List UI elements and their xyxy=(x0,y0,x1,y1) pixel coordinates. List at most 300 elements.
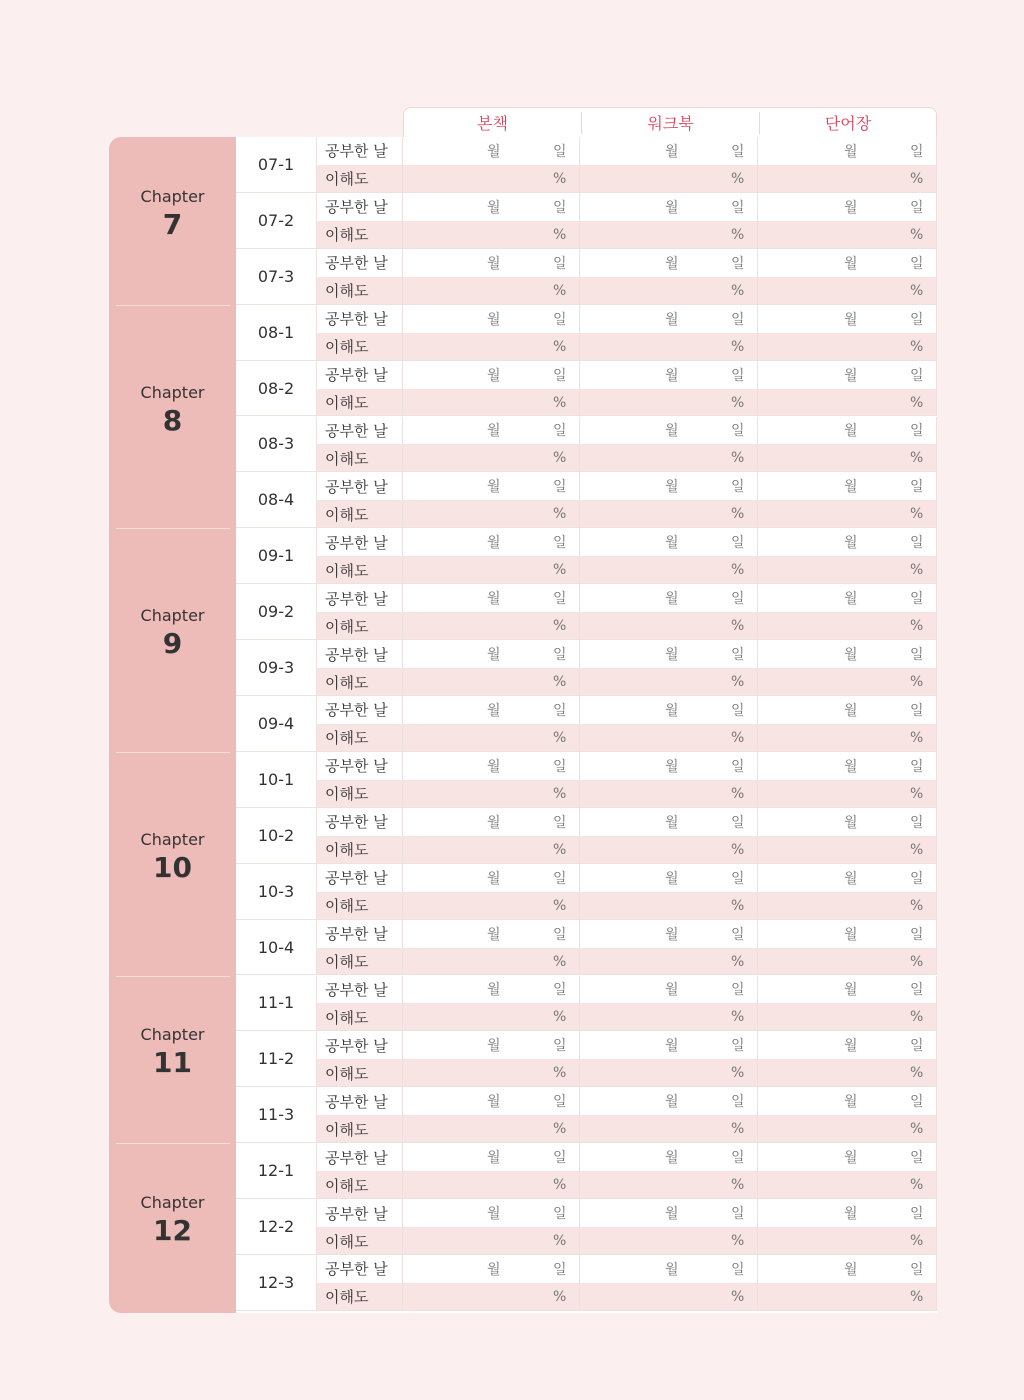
understanding-field[interactable] xyxy=(580,1059,758,1087)
study-date-field[interactable] xyxy=(403,472,580,500)
month-unit: 월 xyxy=(487,870,501,887)
month-unit: 월 xyxy=(487,758,501,775)
understanding-row xyxy=(317,780,937,808)
month-unit: 월 xyxy=(487,702,501,719)
month-unit: 월 xyxy=(665,1094,679,1111)
percent-unit: % xyxy=(910,1288,924,1305)
understanding-field[interactable] xyxy=(403,948,580,976)
understanding-field[interactable] xyxy=(403,444,580,472)
percent-unit: % xyxy=(731,226,745,243)
study-date-row xyxy=(317,920,937,948)
understanding-field[interactable] xyxy=(758,500,937,528)
understanding-field[interactable] xyxy=(580,668,758,696)
percent-unit: % xyxy=(553,506,567,523)
understanding-label: 이해도 xyxy=(317,221,403,249)
month-unit: 월 xyxy=(665,143,679,160)
percent-unit: % xyxy=(731,170,745,187)
percent-unit: % xyxy=(731,1177,745,1194)
understanding-label: 이해도 xyxy=(317,1003,403,1031)
study-date-field[interactable] xyxy=(758,417,937,445)
section-block xyxy=(236,417,937,473)
month-unit: 월 xyxy=(487,647,501,664)
section-number: 12-1 xyxy=(236,1143,317,1199)
month-unit: 월 xyxy=(844,1261,858,1278)
percent-unit: % xyxy=(553,729,567,746)
study-date-field[interactable] xyxy=(403,808,580,836)
day-unit: 일 xyxy=(910,1038,924,1055)
month-unit: 월 xyxy=(665,982,679,999)
understanding-label: 이해도 xyxy=(317,612,403,640)
study-date-field[interactable] xyxy=(580,472,758,500)
study-date-field[interactable] xyxy=(580,417,758,445)
month-unit: 월 xyxy=(487,311,501,328)
percent-unit: % xyxy=(910,953,924,970)
study-date-field[interactable] xyxy=(403,976,580,1004)
percent-unit: % xyxy=(731,897,745,914)
month-unit: 월 xyxy=(665,535,679,552)
study-record-table xyxy=(236,137,937,1313)
study-date-row xyxy=(317,417,937,445)
understanding-field[interactable] xyxy=(758,892,937,920)
understanding-field[interactable] xyxy=(758,1003,937,1031)
understanding-field[interactable] xyxy=(758,948,937,976)
study-date-field[interactable] xyxy=(758,696,937,724)
study-date-field[interactable] xyxy=(403,1255,580,1283)
study-date-row xyxy=(317,305,937,333)
day-unit: 일 xyxy=(731,647,745,664)
column-header xyxy=(403,107,937,138)
understanding-field[interactable] xyxy=(758,668,937,696)
chapter-word: Chapter xyxy=(140,382,205,402)
understanding-field[interactable] xyxy=(403,1227,580,1255)
understanding-row xyxy=(317,948,937,976)
understanding-field[interactable] xyxy=(580,1115,758,1143)
section-number: 12-3 xyxy=(236,1255,317,1311)
study-date-field[interactable] xyxy=(580,640,758,668)
study-date-field[interactable] xyxy=(758,137,937,165)
understanding-field[interactable] xyxy=(758,277,937,305)
month-unit: 월 xyxy=(665,814,679,831)
study-date-field[interactable] xyxy=(580,1255,758,1283)
understanding-field[interactable] xyxy=(758,1171,937,1199)
study-date-row xyxy=(317,1031,937,1059)
section-block xyxy=(236,1143,937,1199)
study-date-field[interactable] xyxy=(758,584,937,612)
study-date-field[interactable] xyxy=(403,1087,580,1115)
study-date-label: 공부한 날 xyxy=(317,1031,403,1059)
section-number: 11-3 xyxy=(236,1087,317,1143)
study-date-field[interactable] xyxy=(403,864,580,892)
understanding-row xyxy=(317,1283,937,1311)
understanding-field[interactable] xyxy=(580,724,758,752)
month-unit: 월 xyxy=(844,199,858,216)
month-unit: 월 xyxy=(665,591,679,608)
chapter-number: 11 xyxy=(153,1046,192,1080)
understanding-field[interactable] xyxy=(403,1283,580,1311)
study-date-field[interactable] xyxy=(403,584,580,612)
study-date-label: 공부한 날 xyxy=(317,976,403,1004)
day-unit: 일 xyxy=(731,1206,745,1223)
understanding-field[interactable] xyxy=(580,277,758,305)
understanding-field[interactable] xyxy=(580,1283,758,1311)
percent-unit: % xyxy=(553,282,567,299)
study-date-row xyxy=(317,1143,937,1171)
study-date-label: 공부한 날 xyxy=(317,361,403,389)
study-date-field[interactable] xyxy=(758,472,937,500)
day-unit: 일 xyxy=(910,926,924,943)
study-date-field[interactable] xyxy=(403,193,580,221)
understanding-field[interactable] xyxy=(403,221,580,249)
percent-unit: % xyxy=(910,1177,924,1194)
column-header-workbook: 워크북 xyxy=(647,114,694,133)
month-unit: 월 xyxy=(665,423,679,440)
percent-unit: % xyxy=(553,226,567,243)
study-date-field[interactable] xyxy=(758,1255,937,1283)
study-date-field[interactable] xyxy=(758,193,937,221)
study-date-row xyxy=(317,193,937,221)
study-date-field[interactable] xyxy=(580,528,758,556)
month-unit: 월 xyxy=(844,255,858,272)
understanding-field[interactable] xyxy=(403,277,580,305)
day-unit: 일 xyxy=(553,870,567,887)
month-unit: 월 xyxy=(487,1038,501,1055)
study-date-field[interactable] xyxy=(758,1199,937,1227)
day-unit: 일 xyxy=(731,1094,745,1111)
percent-unit: % xyxy=(553,394,567,411)
percent-unit: % xyxy=(731,562,745,579)
month-unit: 월 xyxy=(844,1094,858,1111)
section-block xyxy=(236,976,937,1032)
study-date-field[interactable] xyxy=(758,305,937,333)
study-date-field[interactable] xyxy=(580,193,758,221)
understanding-field[interactable] xyxy=(403,1003,580,1031)
study-date-field[interactable] xyxy=(758,752,937,780)
study-date-field[interactable] xyxy=(758,640,937,668)
day-unit: 일 xyxy=(731,1150,745,1167)
percent-unit: % xyxy=(553,170,567,187)
understanding-field[interactable] xyxy=(580,836,758,864)
understanding-row xyxy=(317,668,937,696)
percent-unit: % xyxy=(910,170,924,187)
understanding-field[interactable] xyxy=(403,556,580,584)
section-block xyxy=(236,808,937,864)
understanding-field[interactable] xyxy=(580,1171,758,1199)
understanding-field[interactable] xyxy=(758,165,937,193)
understanding-field[interactable] xyxy=(580,221,758,249)
understanding-field[interactable] xyxy=(758,1115,937,1143)
month-unit: 월 xyxy=(487,367,501,384)
understanding-row xyxy=(317,1115,937,1143)
percent-unit: % xyxy=(731,1121,745,1138)
study-date-field[interactable] xyxy=(580,1143,758,1171)
day-unit: 일 xyxy=(731,199,745,216)
day-unit: 일 xyxy=(553,758,567,775)
study-date-field[interactable] xyxy=(580,1199,758,1227)
understanding-label: 이해도 xyxy=(317,1227,403,1255)
month-unit: 월 xyxy=(487,814,501,831)
day-unit: 일 xyxy=(553,479,567,496)
understanding-field[interactable] xyxy=(580,1227,758,1255)
day-unit: 일 xyxy=(731,702,745,719)
percent-unit: % xyxy=(910,506,924,523)
understanding-field[interactable] xyxy=(758,1227,937,1255)
study-date-field[interactable] xyxy=(758,361,937,389)
study-date-field[interactable] xyxy=(403,305,580,333)
chapter-word: Chapter xyxy=(140,1193,205,1213)
understanding-label: 이해도 xyxy=(317,1115,403,1143)
study-date-field[interactable] xyxy=(403,528,580,556)
section-number: 10-2 xyxy=(236,808,317,864)
day-unit: 일 xyxy=(910,199,924,216)
study-date-field[interactable] xyxy=(758,1087,937,1115)
percent-unit: % xyxy=(910,226,924,243)
study-date-field[interactable] xyxy=(403,1031,580,1059)
month-unit: 월 xyxy=(844,1150,858,1167)
day-unit: 일 xyxy=(910,982,924,999)
percent-unit: % xyxy=(731,1065,745,1082)
understanding-field[interactable] xyxy=(403,389,580,417)
month-unit: 월 xyxy=(665,1261,679,1278)
day-unit: 일 xyxy=(553,367,567,384)
month-unit: 월 xyxy=(487,1206,501,1223)
month-unit: 월 xyxy=(844,479,858,496)
study-date-row xyxy=(317,528,937,556)
understanding-field[interactable] xyxy=(758,1059,937,1087)
study-date-field[interactable] xyxy=(580,361,758,389)
chapter-divider xyxy=(116,1143,230,1144)
study-date-field[interactable] xyxy=(758,528,937,556)
study-date-field[interactable] xyxy=(580,1031,758,1059)
understanding-row xyxy=(317,221,937,249)
study-date-field[interactable] xyxy=(403,696,580,724)
study-date-field[interactable] xyxy=(758,249,937,277)
month-unit: 월 xyxy=(844,814,858,831)
section-block xyxy=(236,193,937,249)
study-date-label: 공부한 날 xyxy=(317,193,403,221)
understanding-field[interactable] xyxy=(580,780,758,808)
percent-unit: % xyxy=(553,1009,567,1026)
study-date-label: 공부한 날 xyxy=(317,249,403,277)
understanding-label: 이해도 xyxy=(317,333,403,361)
study-date-field[interactable] xyxy=(758,920,937,948)
study-date-field[interactable] xyxy=(580,920,758,948)
percent-unit: % xyxy=(731,450,745,467)
month-unit: 월 xyxy=(665,1150,679,1167)
study-date-field[interactable] xyxy=(580,137,758,165)
study-date-field[interactable] xyxy=(580,584,758,612)
chapter-divider xyxy=(116,528,230,529)
study-date-label: 공부한 날 xyxy=(317,584,403,612)
section-number: 07-1 xyxy=(236,137,317,193)
section-number: 08-3 xyxy=(236,417,317,473)
study-date-field[interactable] xyxy=(403,361,580,389)
study-date-row xyxy=(317,976,937,1004)
understanding-field[interactable] xyxy=(403,165,580,193)
day-unit: 일 xyxy=(910,479,924,496)
study-date-field[interactable] xyxy=(580,1087,758,1115)
understanding-label: 이해도 xyxy=(317,1283,403,1311)
understanding-field[interactable] xyxy=(580,948,758,976)
month-unit: 월 xyxy=(844,591,858,608)
percent-unit: % xyxy=(910,282,924,299)
section-block xyxy=(236,472,937,528)
study-date-field[interactable] xyxy=(758,1143,937,1171)
section-number: 08-4 xyxy=(236,472,317,528)
study-date-row xyxy=(317,696,937,724)
understanding-field[interactable] xyxy=(580,333,758,361)
understanding-field[interactable] xyxy=(580,1003,758,1031)
study-date-field[interactable] xyxy=(580,976,758,1004)
month-unit: 월 xyxy=(665,367,679,384)
understanding-field[interactable] xyxy=(403,724,580,752)
understanding-field[interactable] xyxy=(580,892,758,920)
understanding-field[interactable] xyxy=(403,612,580,640)
understanding-field[interactable] xyxy=(403,500,580,528)
study-date-label: 공부한 날 xyxy=(317,417,403,445)
study-date-field[interactable] xyxy=(758,1031,937,1059)
month-unit: 월 xyxy=(844,535,858,552)
understanding-row xyxy=(317,836,937,864)
understanding-field[interactable] xyxy=(758,333,937,361)
section-number: 11-1 xyxy=(236,976,317,1032)
percent-unit: % xyxy=(731,282,745,299)
study-date-field[interactable] xyxy=(758,864,937,892)
percent-unit: % xyxy=(553,953,567,970)
study-date-field[interactable] xyxy=(403,417,580,445)
month-unit: 월 xyxy=(665,199,679,216)
section-block xyxy=(236,696,937,752)
understanding-field[interactable] xyxy=(758,556,937,584)
understanding-field[interactable] xyxy=(580,389,758,417)
day-unit: 일 xyxy=(910,758,924,775)
study-date-field[interactable] xyxy=(403,752,580,780)
understanding-field[interactable] xyxy=(580,500,758,528)
study-date-label: 공부한 날 xyxy=(317,696,403,724)
day-unit: 일 xyxy=(731,255,745,272)
section-number: 10-4 xyxy=(236,920,317,976)
day-unit: 일 xyxy=(731,758,745,775)
study-date-field[interactable] xyxy=(758,976,937,1004)
day-unit: 일 xyxy=(910,143,924,160)
day-unit: 일 xyxy=(910,814,924,831)
understanding-field[interactable] xyxy=(580,444,758,472)
understanding-field[interactable] xyxy=(403,1059,580,1087)
percent-unit: % xyxy=(910,618,924,635)
study-date-field[interactable] xyxy=(403,1143,580,1171)
understanding-field[interactable] xyxy=(758,1283,937,1311)
day-unit: 일 xyxy=(910,870,924,887)
understanding-field[interactable] xyxy=(580,612,758,640)
day-unit: 일 xyxy=(910,311,924,328)
day-unit: 일 xyxy=(553,311,567,328)
understanding-field[interactable] xyxy=(580,556,758,584)
understanding-field[interactable] xyxy=(758,780,937,808)
understanding-field[interactable] xyxy=(758,389,937,417)
study-date-field[interactable] xyxy=(580,752,758,780)
month-unit: 월 xyxy=(487,535,501,552)
month-unit: 월 xyxy=(487,255,501,272)
study-date-row xyxy=(317,640,937,668)
study-date-row xyxy=(317,137,937,165)
month-unit: 월 xyxy=(844,311,858,328)
percent-unit: % xyxy=(553,1065,567,1082)
day-unit: 일 xyxy=(553,1038,567,1055)
understanding-row xyxy=(317,389,937,417)
chapter-number: 9 xyxy=(162,627,183,661)
month-unit: 월 xyxy=(487,479,501,496)
section-block xyxy=(236,584,937,640)
day-unit: 일 xyxy=(731,311,745,328)
study-date-field[interactable] xyxy=(403,137,580,165)
section-block xyxy=(236,752,937,808)
understanding-field[interactable] xyxy=(403,836,580,864)
study-date-field[interactable] xyxy=(580,305,758,333)
study-date-field[interactable] xyxy=(580,864,758,892)
understanding-row xyxy=(317,1003,937,1031)
percent-unit: % xyxy=(910,897,924,914)
understanding-field[interactable] xyxy=(403,1171,580,1199)
day-unit: 일 xyxy=(731,1261,745,1278)
chapter-label xyxy=(109,187,236,241)
percent-unit: % xyxy=(553,450,567,467)
section-number: 10-1 xyxy=(236,752,317,808)
study-date-row xyxy=(317,1087,937,1115)
month-unit: 월 xyxy=(844,1038,858,1055)
understanding-field[interactable] xyxy=(403,668,580,696)
section-block xyxy=(236,1087,937,1143)
study-date-label: 공부한 날 xyxy=(317,137,403,165)
study-date-field[interactable] xyxy=(580,249,758,277)
day-unit: 일 xyxy=(731,1038,745,1055)
understanding-field[interactable] xyxy=(758,612,937,640)
study-date-field[interactable] xyxy=(580,808,758,836)
understanding-field[interactable] xyxy=(758,836,937,864)
understanding-field[interactable] xyxy=(403,1115,580,1143)
study-date-field[interactable] xyxy=(403,249,580,277)
understanding-label: 이해도 xyxy=(317,556,403,584)
study-date-field[interactable] xyxy=(580,696,758,724)
understanding-row xyxy=(317,500,937,528)
percent-unit: % xyxy=(731,841,745,858)
month-unit: 월 xyxy=(844,870,858,887)
understanding-field[interactable] xyxy=(580,165,758,193)
understanding-field[interactable] xyxy=(758,444,937,472)
study-date-field[interactable] xyxy=(403,1199,580,1227)
month-unit: 월 xyxy=(665,702,679,719)
study-date-label: 공부한 날 xyxy=(317,305,403,333)
day-unit: 일 xyxy=(553,926,567,943)
section-number: 10-3 xyxy=(236,864,317,920)
month-unit: 월 xyxy=(487,1150,501,1167)
understanding-field[interactable] xyxy=(403,333,580,361)
understanding-row xyxy=(317,1171,937,1199)
study-date-field[interactable] xyxy=(403,920,580,948)
study-date-field[interactable] xyxy=(403,640,580,668)
study-date-field[interactable] xyxy=(758,808,937,836)
chapter-divider xyxy=(116,976,230,977)
day-unit: 일 xyxy=(553,143,567,160)
understanding-field[interactable] xyxy=(403,780,580,808)
understanding-field[interactable] xyxy=(758,221,937,249)
percent-unit: % xyxy=(731,1288,745,1305)
chapter-label xyxy=(109,830,236,884)
understanding-label: 이해도 xyxy=(317,668,403,696)
day-unit: 일 xyxy=(910,1261,924,1278)
understanding-label: 이해도 xyxy=(317,724,403,752)
day-unit: 일 xyxy=(731,535,745,552)
understanding-field[interactable] xyxy=(403,892,580,920)
understanding-field[interactable] xyxy=(758,724,937,752)
